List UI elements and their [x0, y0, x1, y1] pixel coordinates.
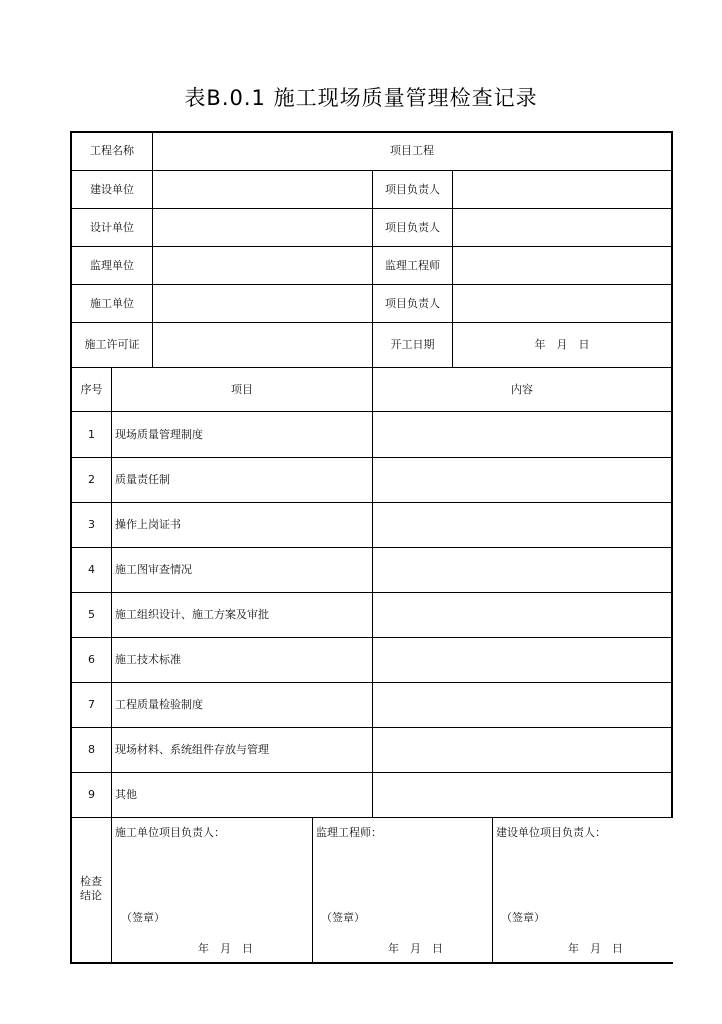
check-seq: 1 [88, 427, 95, 441]
check-seq: 8 [88, 743, 95, 756]
check-item: 操作上岗证书 [115, 518, 181, 531]
info-right-label: 项目负责人 [385, 182, 440, 196]
item-header: 项目 [231, 382, 253, 396]
info-label: 监理单位 [90, 258, 134, 272]
check-item: 现场质量管理制度 [115, 427, 203, 441]
info-right-value[interactable] [453, 247, 671, 284]
info-right-label: 开工日期 [390, 338, 435, 351]
check-item: 施工技术标准 [115, 653, 181, 666]
info-label: 建设单位 [90, 182, 134, 196]
seq-header: 序号 [80, 382, 103, 396]
seal-label[interactable]: （签章） [501, 911, 545, 924]
check-content[interactable] [373, 503, 671, 547]
info-label: 施工许可证 [84, 338, 140, 351]
check-content[interactable] [373, 683, 671, 727]
check-seq: 9 [88, 788, 95, 801]
check-item: 施工组织设计、施工方案及审批 [115, 608, 269, 621]
content-header: 内容 [511, 382, 533, 396]
sign-date[interactable]: 年 月 日 [388, 942, 443, 955]
check-seq: 7 [88, 698, 95, 711]
check-item: 现场材料、系统组件存放与管理 [115, 743, 269, 756]
project-name-label: 工程名称 [90, 144, 134, 157]
project-name-value[interactable]: 项目工程 [390, 144, 434, 157]
info-right-value[interactable] [453, 285, 671, 322]
info-right-label: 项目负责人 [385, 220, 440, 234]
info-label: 设计单位 [90, 220, 134, 234]
sign-date[interactable]: 年 月 日 [198, 942, 253, 955]
check-item: 其他 [115, 788, 137, 801]
info-value[interactable] [153, 323, 372, 367]
info-right-value[interactable] [453, 209, 671, 246]
info-right-label: 监理工程师 [385, 258, 440, 272]
sign-date[interactable]: 年 月 日 [568, 942, 623, 955]
check-seq: 4 [88, 563, 95, 576]
check-content[interactable] [373, 458, 671, 502]
info-right-label: 项目负责人 [385, 296, 440, 310]
check-content[interactable] [373, 593, 671, 637]
check-seq: 2 [88, 473, 95, 486]
info-right-value[interactable] [453, 171, 671, 208]
check-seq: 6 [88, 653, 95, 666]
info-value[interactable] [153, 285, 372, 322]
check-content[interactable] [373, 638, 671, 682]
info-label: 施工单位 [90, 296, 134, 310]
check-seq: 3 [88, 518, 95, 531]
conclusion-label: 检查结论 [80, 875, 102, 902]
info-value[interactable] [153, 209, 372, 246]
row-divider [70, 817, 673, 818]
check-content[interactable] [373, 412, 671, 457]
check-item: 工程质量检验制度 [115, 698, 203, 711]
conclusion-role: 施工单位项目负责人： [115, 826, 225, 839]
check-content[interactable] [373, 773, 671, 817]
check-item: 质量责任制 [115, 473, 170, 486]
check-item: 施工图审查情况 [115, 563, 192, 576]
page-title: 表B.0.1 施工现场质量管理检查记录 [184, 86, 538, 110]
start-date-value[interactable]: 年 月 日 [534, 338, 590, 351]
check-seq: 5 [88, 608, 95, 621]
conclusion-role: 监理工程师： [316, 826, 382, 839]
conclusion-role: 建设单位项目负责人： [496, 826, 606, 839]
table-border-bottom [70, 962, 673, 964]
check-content[interactable] [373, 548, 671, 592]
table-border-right [671, 131, 673, 818]
check-content[interactable] [373, 728, 671, 772]
info-value[interactable] [153, 247, 372, 284]
seal-label[interactable]: （签章） [321, 911, 365, 924]
seal-label[interactable]: （签章） [121, 911, 165, 924]
info-value[interactable] [153, 171, 372, 208]
